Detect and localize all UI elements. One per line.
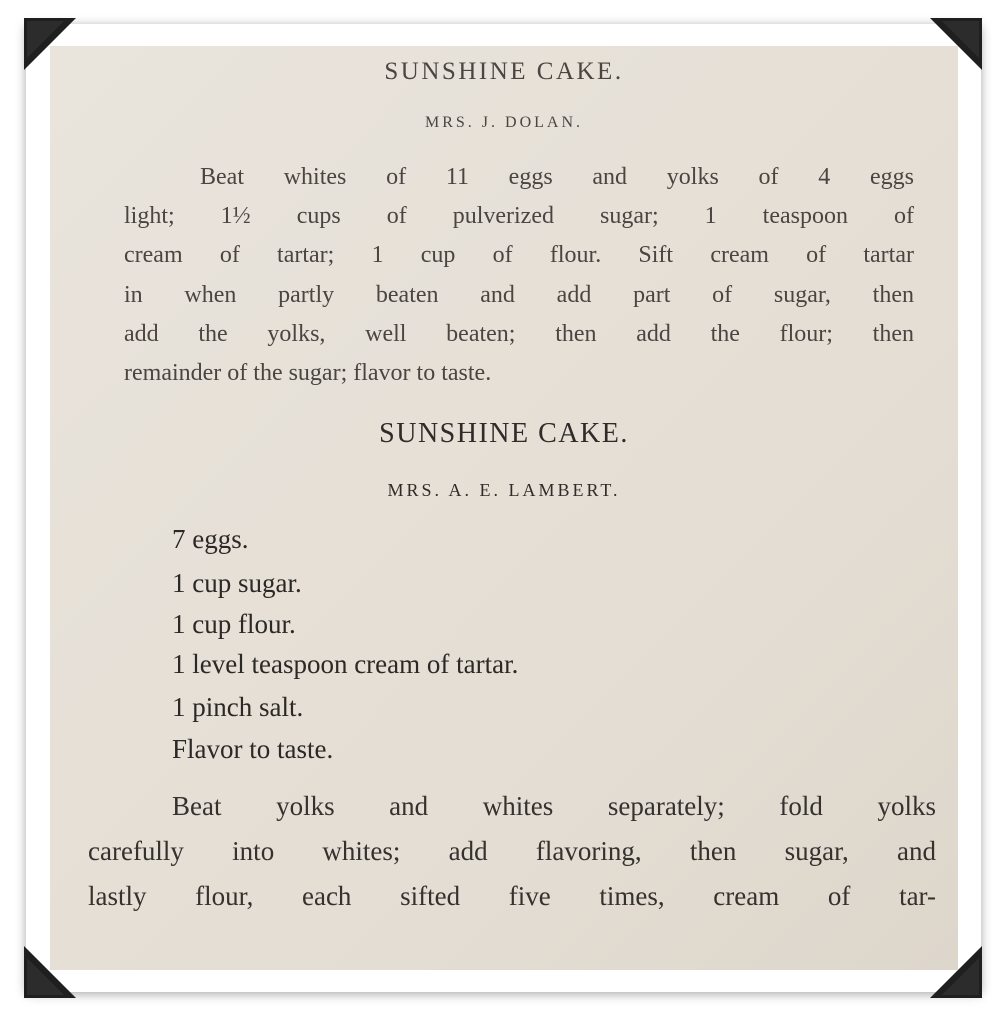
recipe-2-title: SUNSHINE CAKE.	[379, 418, 629, 449]
recipe-1-line: Beat whites of 11 eggs and yolks of 4 eggs	[200, 164, 914, 190]
recipe-1-title: SUNSHINE CAKE.	[384, 58, 624, 85]
ingredient-item: 1 pinch salt.	[172, 692, 304, 722]
book-page	[50, 46, 958, 970]
recipe-1-instructions	[124, 158, 914, 393]
photo-corner-icon	[24, 946, 76, 998]
recipe-2-line: carefully into whites; add flavoring, then sugar, and	[88, 836, 936, 866]
recipe-1-line: remainder of the sugar; flavor to taste.	[124, 360, 492, 387]
recipe-2-line: lastly flour, each sifted five times, cream of tar-	[88, 881, 936, 911]
ingredient-item: 1 cup sugar.	[172, 568, 302, 598]
photo-corner-icon	[930, 18, 982, 70]
ingredient-item: 7 eggs.	[172, 524, 249, 554]
ingredient-item: 1 level teaspoon cream of tartar.	[172, 649, 519, 679]
recipe-1-line: in when partly beaten and add part of sugar, then	[124, 281, 914, 308]
photo-corner-icon	[930, 946, 982, 998]
recipe-1-line: light; 1½ cups of pulverized sugar; 1 teaspoon of	[124, 203, 914, 230]
recipe-2-author: MRS. A. E. LAMBERT.	[387, 480, 621, 500]
recipe-2-instructions	[88, 784, 936, 919]
recipe-1-author: MRS. J. DOLAN.	[424, 114, 583, 131]
recipe-1-line: add the yolks, well beaten; then add the flour; then	[124, 320, 914, 347]
photo-corner-icon	[24, 18, 76, 70]
ingredient-item: 1 cup flour.	[172, 609, 296, 639]
recipe-1-line: cream of tartar; 1 cup of flour. Sift cream of tartar	[124, 242, 914, 269]
ingredient-item: Flavor to taste.	[172, 734, 334, 764]
recipe-2-line: Beat yolks and whites separately; fold yolks	[172, 791, 936, 821]
